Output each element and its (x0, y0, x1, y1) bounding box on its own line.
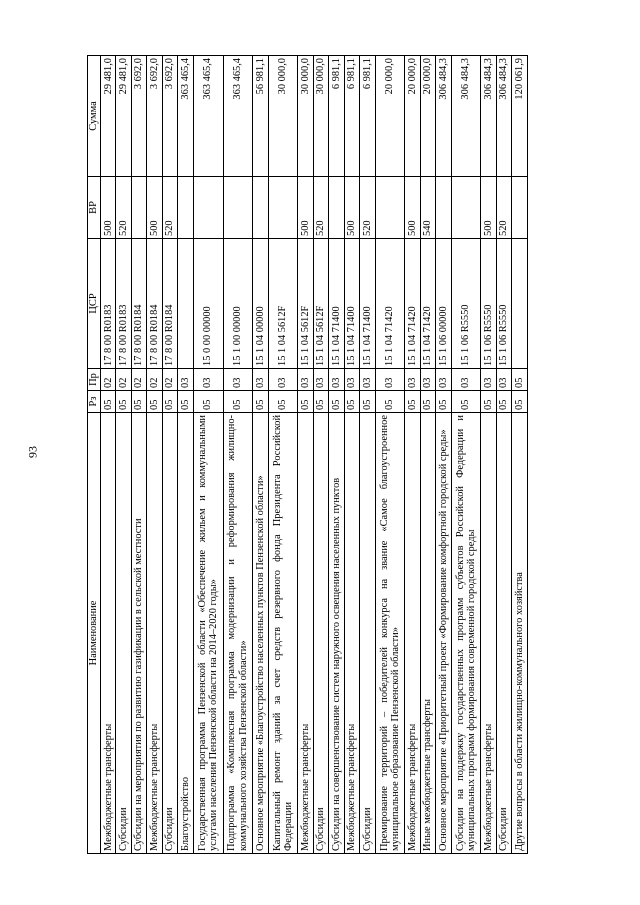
cell-rz: 05 (512, 391, 528, 413)
cell-pr: 03 (375, 369, 405, 391)
table-row (329, 56, 344, 854)
cell-sum: 3 692,0 (131, 56, 146, 177)
table-row (178, 56, 193, 854)
cell-pr: 02 (147, 369, 162, 391)
cell-sum: 56 981,1 (253, 56, 268, 177)
cell-rz: 05 (268, 391, 298, 413)
cell-pr: 03 (481, 369, 496, 391)
table-row (253, 56, 268, 854)
cell-vr: 500 (101, 177, 116, 239)
cell-sum: 6 981,1 (344, 56, 359, 177)
cell-name: Иные межбюджетные трансферты (420, 413, 435, 854)
cell-csr: 15 1 04 71400 (360, 239, 375, 369)
cell-name: Субсидии (360, 413, 375, 854)
cell-pr: 03 (420, 369, 435, 391)
cell-sum: 20 000,0 (405, 56, 420, 177)
table-body (101, 56, 528, 854)
cell-name: Субсидии на совершенствование систем наружного освещения населенных пунктов (329, 413, 344, 854)
cell-rz: 05 (147, 391, 162, 413)
cell-csr (512, 239, 528, 369)
cell-sum: 29 481,0 (116, 56, 131, 177)
cell-rz: 05 (101, 391, 116, 413)
header-rz: Рз (88, 391, 101, 413)
cell-pr: 03 (344, 369, 359, 391)
cell-rz: 05 (193, 391, 223, 413)
cell-sum: 20 000,0 (375, 56, 405, 177)
cell-sum: 6 981,1 (360, 56, 375, 177)
cell-name: Субсидии (313, 413, 328, 854)
cell-csr: 15 1 04 71420 (420, 239, 435, 369)
table-row (268, 56, 298, 854)
cell-name: Субсидии (162, 413, 177, 854)
table-row (223, 56, 253, 854)
cell-vr: 520 (313, 177, 328, 239)
cell-rz: 05 (298, 391, 313, 413)
cell-vr (223, 177, 253, 239)
cell-name: Основное мероприятие «Благоустройство населенных пунктов Пензенской области» (253, 413, 268, 854)
cell-vr: 520 (116, 177, 131, 239)
cell-rz: 05 (131, 391, 146, 413)
table-row (420, 56, 435, 854)
cell-name: Другие вопросы в области жилищно-коммунального хозяйства (512, 413, 528, 854)
table-row (451, 56, 481, 854)
table-row (360, 56, 375, 854)
cell-vr: 500 (481, 177, 496, 239)
cell-sum: 6 981,1 (329, 56, 344, 177)
cell-vr: 500 (405, 177, 420, 239)
cell-sum: 306 484,3 (496, 56, 511, 177)
cell-csr: 15 1 04 71420 (375, 239, 405, 369)
cell-csr (178, 239, 193, 369)
cell-pr: 03 (253, 369, 268, 391)
cell-pr: 02 (131, 369, 146, 391)
cell-vr (512, 177, 528, 239)
cell-rz: 05 (436, 391, 451, 413)
cell-name: Премирование территорий – победителей конкурса на звание «Самое благоустроенное муниципальное образование Пензенской области» (375, 413, 405, 854)
cell-csr: 15 1 04 71420 (405, 239, 420, 369)
cell-pr: 03 (451, 369, 481, 391)
cell-name: Межбюджетные трансферты (405, 413, 420, 854)
table-row (436, 56, 451, 854)
table-row (298, 56, 313, 854)
cell-vr (193, 177, 223, 239)
cell-vr: 500 (298, 177, 313, 239)
cell-csr: 15 1 06 R5550 (496, 239, 511, 369)
cell-vr (375, 177, 405, 239)
cell-sum: 306 484,3 (451, 56, 481, 177)
cell-name: Межбюджетные трансферты (298, 413, 313, 854)
cell-name: Субсидии на мероприятия по развитию газификации в сельской местности (131, 413, 146, 854)
cell-csr: 17 8 00 R0183 (116, 239, 131, 369)
cell-pr: 03 (298, 369, 313, 391)
cell-rz: 05 (344, 391, 359, 413)
cell-csr: 15 1 04 00000 (253, 239, 268, 369)
header-name: Наименование (88, 413, 101, 854)
cell-pr: 03 (436, 369, 451, 391)
cell-vr: 520 (360, 177, 375, 239)
cell-name: Межбюджетные трансферты (101, 413, 116, 854)
cell-csr: 17 8 00 R0183 (101, 239, 116, 369)
table-row (193, 56, 223, 854)
cell-sum: 363 465,4 (223, 56, 253, 177)
cell-vr: 500 (344, 177, 359, 239)
cell-vr (268, 177, 298, 239)
cell-sum: 363 465,4 (193, 56, 223, 177)
cell-sum: 20 000,0 (420, 56, 435, 177)
cell-csr: 15 0 00 00000 (193, 239, 223, 369)
budget-table-container (87, 56, 528, 854)
cell-vr: 520 (496, 177, 511, 239)
cell-csr: 15 1 06 R5550 (481, 239, 496, 369)
cell-sum: 29 481,0 (101, 56, 116, 177)
budget-table (87, 55, 528, 854)
cell-rz: 05 (420, 391, 435, 413)
header-vr: ВР (88, 177, 101, 239)
cell-rz: 05 (405, 391, 420, 413)
cell-rz: 05 (481, 391, 496, 413)
header-pr: Пр (88, 369, 101, 391)
table-row (405, 56, 420, 854)
cell-vr (131, 177, 146, 239)
cell-rz: 05 (451, 391, 481, 413)
cell-sum: 3 692,0 (162, 56, 177, 177)
cell-csr: 15 1 04 5612F (313, 239, 328, 369)
cell-rz: 05 (116, 391, 131, 413)
table-row (131, 56, 146, 854)
cell-pr: 03 (329, 369, 344, 391)
cell-csr: 15 1 04 71400 (344, 239, 359, 369)
cell-name: Межбюджетные трансферты (147, 413, 162, 854)
cell-sum: 306 484,3 (436, 56, 451, 177)
cell-name: Благоустройство (178, 413, 193, 854)
cell-vr: 540 (420, 177, 435, 239)
cell-vr: 520 (162, 177, 177, 239)
cell-name: Основное мероприятие «Приоритетный проект «Формирование комфортной городской среды» (436, 413, 451, 854)
cell-pr: 03 (223, 369, 253, 391)
cell-rz: 05 (178, 391, 193, 413)
cell-pr: 03 (193, 369, 223, 391)
table-row (344, 56, 359, 854)
cell-vr: 500 (147, 177, 162, 239)
cell-name: Субсидии на поддержку государственных программ субъектов Российской Федерации и муниципальных программ формирования современной городской среды (451, 413, 481, 854)
cell-rz: 05 (253, 391, 268, 413)
cell-rz: 05 (162, 391, 177, 413)
cell-rz: 05 (223, 391, 253, 413)
cell-csr: 17 8 00 R0184 (162, 239, 177, 369)
cell-csr: 15 1 00 00000 (223, 239, 253, 369)
cell-sum: 3 692,0 (147, 56, 162, 177)
cell-csr: 17 8 00 R0184 (147, 239, 162, 369)
cell-pr: 03 (178, 369, 193, 391)
header-row (88, 56, 101, 854)
cell-pr: 02 (116, 369, 131, 391)
cell-csr: 15 1 06 00000 (436, 239, 451, 369)
table-row (101, 56, 116, 854)
cell-csr: 15 1 06 R5550 (451, 239, 481, 369)
table-row (313, 56, 328, 854)
table-row (481, 56, 496, 854)
cell-rz: 05 (313, 391, 328, 413)
cell-csr: 15 1 04 5612F (298, 239, 313, 369)
cell-vr (451, 177, 481, 239)
table-row (116, 56, 131, 854)
cell-vr (178, 177, 193, 239)
table-row (375, 56, 405, 854)
cell-sum: 30 000,0 (268, 56, 298, 177)
header-sum: Сумма (88, 56, 101, 177)
cell-rz: 05 (496, 391, 511, 413)
page-number: 93 (25, 446, 40, 458)
table-row (162, 56, 177, 854)
cell-pr: 03 (405, 369, 420, 391)
cell-sum: 306 484,3 (481, 56, 496, 177)
cell-rz: 05 (360, 391, 375, 413)
cell-sum: 30 000,0 (313, 56, 328, 177)
cell-csr: 17 8 00 R0184 (131, 239, 146, 369)
cell-name: Капитальный ремонт зданий за счет средств резервного фонда Президента Российской Федерации (268, 413, 298, 854)
header-csr: ЦСР (88, 239, 101, 369)
table-row (496, 56, 511, 854)
cell-sum: 30 000,0 (298, 56, 313, 177)
cell-vr (253, 177, 268, 239)
cell-pr: 03 (360, 369, 375, 391)
cell-name: Межбюджетные трансферты (344, 413, 359, 854)
cell-pr: 02 (101, 369, 116, 391)
cell-name: Государственная программа Пензенской области «Обеспечение жильем и коммунальными услугами населения Пензенской области на 2014–2020 годы» (193, 413, 223, 854)
cell-name: Подпрограмма «Комплексная программа модернизации и реформирования жилищно-коммунального хозяйства Пензенской области» (223, 413, 253, 854)
cell-pr: 03 (496, 369, 511, 391)
cell-rz: 05 (375, 391, 405, 413)
cell-vr (436, 177, 451, 239)
cell-pr: 03 (268, 369, 298, 391)
cell-pr: 03 (313, 369, 328, 391)
cell-name: Межбюджетные трансферты (481, 413, 496, 854)
cell-vr (329, 177, 344, 239)
cell-csr: 15 1 04 5612F (268, 239, 298, 369)
cell-pr: 05 (512, 369, 528, 391)
cell-name: Субсидии (116, 413, 131, 854)
table-row (147, 56, 162, 854)
cell-rz: 05 (329, 391, 344, 413)
cell-pr: 02 (162, 369, 177, 391)
table-row (512, 56, 528, 854)
cell-sum: 120 061,9 (512, 56, 528, 177)
cell-name: Субсидии (496, 413, 511, 854)
cell-sum: 363 465,4 (178, 56, 193, 177)
cell-csr: 15 1 04 71400 (329, 239, 344, 369)
